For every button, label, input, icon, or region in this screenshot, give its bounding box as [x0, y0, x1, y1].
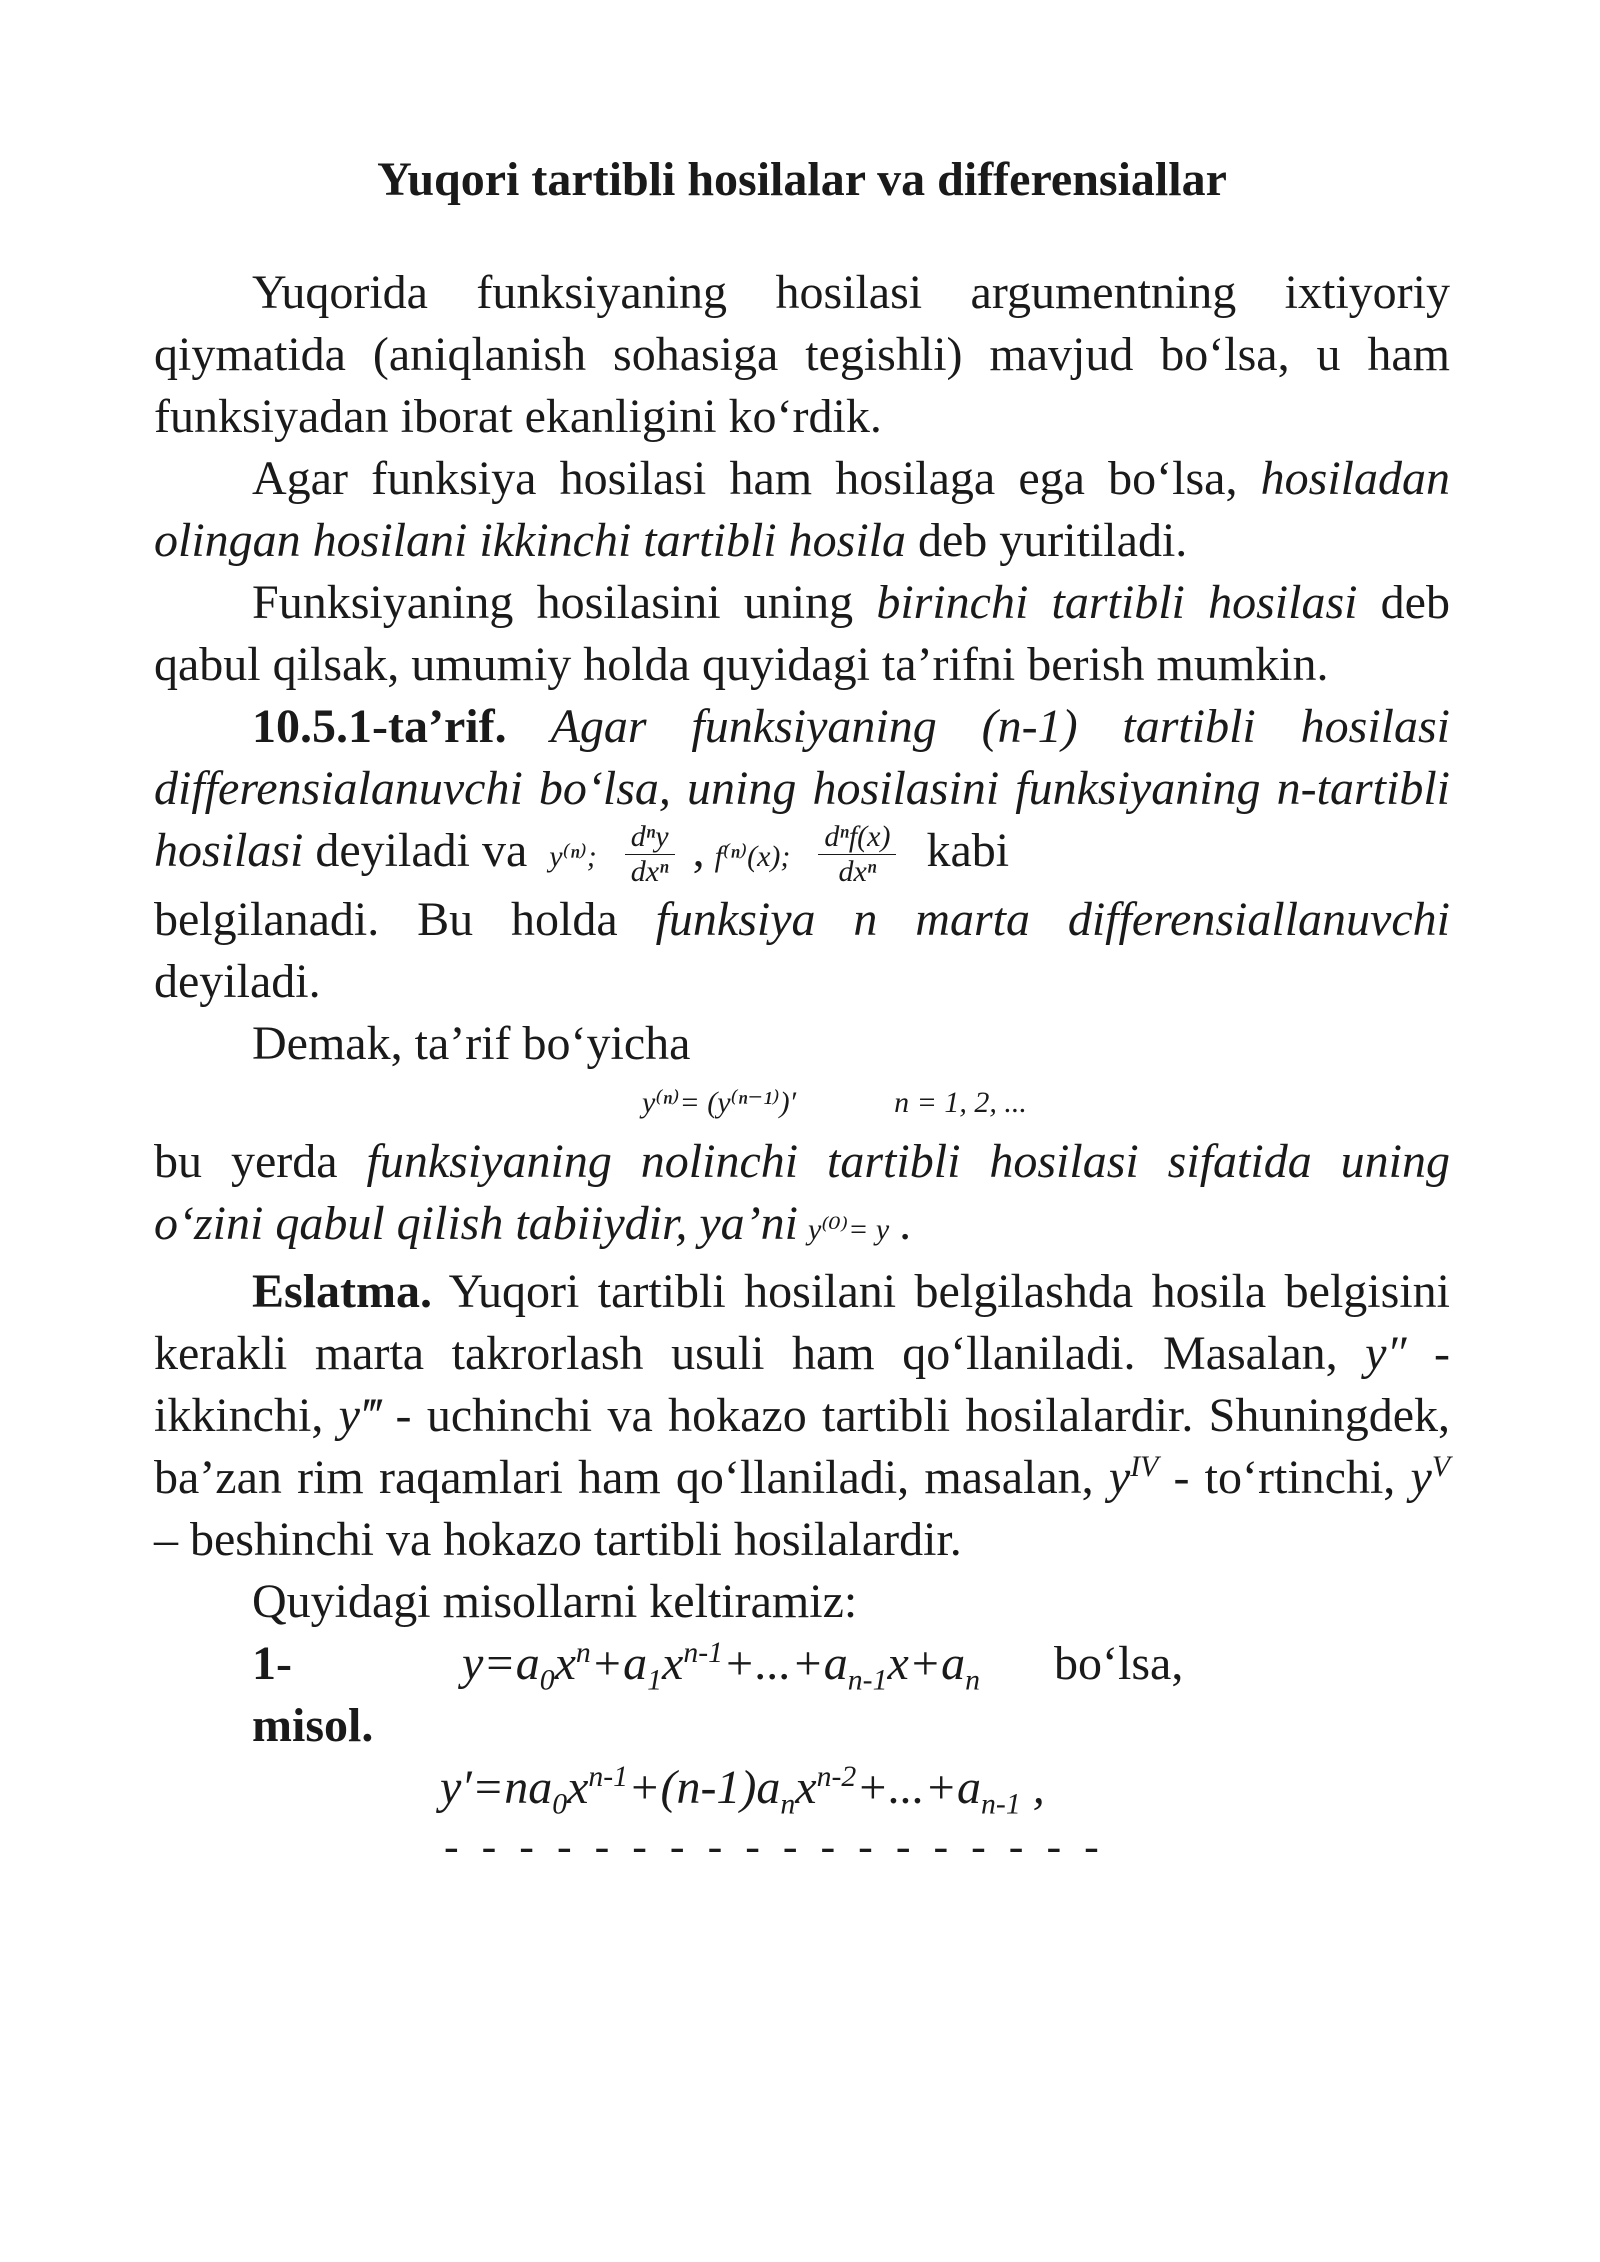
eq-sup: n-1: [683, 1636, 724, 1670]
eq-sub: n: [780, 1788, 796, 1822]
eq-sup: n: [575, 1636, 591, 1670]
eq-part: x: [662, 1637, 684, 1691]
math-y-v: [1411, 1451, 1451, 1504]
italic-span: hosiladan olingan hosilani ikkinchi tartibli hosila: [154, 452, 1450, 567]
eq-part: x: [567, 1761, 589, 1815]
document-page: [154, 150, 1450, 1875]
dashed-separator: - - - - - - - - - - - - - - - - - -: [444, 1822, 1105, 1872]
eq-sub: n-1: [847, 1664, 888, 1698]
definition-text: Agar funksiyaning (n-1) tartibli hosilasi differensialanuvchi bo‘lsa, uning hosilasini funksiyaning n-tartibli hosilasi: [154, 700, 1450, 877]
math-f-n: f⁽ⁿ⁾(x);: [714, 840, 791, 873]
text-span: Yuqori tartibli hosilani belgilashda hosila belgisini kerakli marta takrorlash usuli ham qo‘llaniladi. Masalan,: [154, 1265, 1450, 1381]
eq-part: x: [795, 1761, 817, 1815]
paragraph-demak: Demak, ta’rif bo‘yicha: [252, 1017, 691, 1071]
eq-sub: 0: [552, 1788, 568, 1822]
text-span: bu yerda: [154, 1135, 367, 1189]
text-span: - ikkinchi,: [154, 1327, 1450, 1443]
eq-sup: n-2: [816, 1760, 857, 1794]
example-1-derivative: [154, 1757, 1450, 1822]
paragraph-second-derivative: [154, 448, 1450, 572]
paragraph-examples-intro: Quyidagi misollarni keltiramiz:: [252, 1575, 858, 1629]
math-y-zero: y⁽⁰⁾= y: [808, 1213, 890, 1247]
text-span: Funksiyaning hosilasini uning: [252, 576, 877, 629]
fraction-dny-dxn: [625, 820, 675, 889]
comma: ,: [692, 824, 705, 877]
definition-label: 10.5.1-ta’rif.: [252, 700, 507, 753]
math-y-third: y‴: [338, 1389, 381, 1443]
paragraph-intro: Yuqorida funksiyaning hosilasi argumentning ixtiyoriy qiymatida (aniqlanish sohasiga tegishli) mavjud bo‘lsa, u ham funksiyadan iborat ekanligini ko‘rdik.: [154, 266, 1450, 443]
eq-sub: n-1: [981, 1788, 1021, 1822]
formula-condition: n = 1, 2, ...: [894, 1086, 1027, 1120]
text-span: deb qabul qilsak, umumiy holda quyidagi ta’rifni berish mumkin.: [154, 576, 1450, 691]
math-y-second: y″: [1365, 1327, 1407, 1381]
paragraph-zero-derivative: [154, 1131, 1450, 1261]
text-span: Agar funksiya hosilasi ham hosilaga ega bo‘lsa,: [252, 452, 1261, 505]
example-equation: [462, 1633, 981, 1698]
fraction-dnf-dxn: [818, 820, 896, 889]
eq-sub: 0: [539, 1664, 555, 1698]
math-sup: IV: [1130, 1450, 1159, 1484]
text-span: deb yuritiladi.: [906, 514, 1188, 567]
eq-part: ,: [1020, 1761, 1045, 1815]
italic-span: funksiyaning nolinchi tartibli hosilasi sifatida uning o‘zini qabul qilish tabiiydir, ya’ni: [154, 1135, 1450, 1251]
italic-span: birinchi tartibli hosilasi: [876, 576, 1358, 629]
text-span: – beshinchi va hokazo tartibli hosilalardir.: [154, 1513, 962, 1567]
text-span: kabi: [914, 824, 1010, 877]
math-y-n: y⁽ⁿ⁾;: [549, 840, 597, 873]
paragraph-note: [154, 1261, 1450, 1571]
eq-part: +...+a: [723, 1637, 848, 1691]
text-span: deyiladi.: [154, 955, 321, 1009]
eq-sub: 1: [647, 1664, 663, 1698]
eq-part: x: [554, 1637, 576, 1691]
eq-sub: n: [965, 1664, 981, 1698]
fraction-denominator: dxⁿ: [630, 855, 669, 889]
eq-part: +(n-1)a: [628, 1761, 781, 1815]
italic-span: funksiya n marta differensiallanuvchi: [655, 893, 1450, 947]
text-span: belgilanadi. Bu holda: [154, 893, 656, 947]
text-span: - to‘rtinchi,: [1158, 1451, 1411, 1505]
page-title: Yuqori tartibli hosilalar va differensiallar: [377, 153, 1227, 206]
paragraph-definition-cont: [154, 889, 1450, 1013]
text-span: .: [899, 1197, 912, 1251]
eq-part: +a: [590, 1637, 648, 1691]
formula-nth-derivative: [154, 1075, 1450, 1131]
eq-part: x+a: [887, 1637, 966, 1691]
eq-part: +...+a: [856, 1761, 982, 1815]
fraction-numerator: dⁿf(x): [818, 820, 896, 855]
eq-part: y′=na: [440, 1761, 553, 1815]
text-span: - uchinchi va hokazo tartibli hosilalardir. Shuningdek, ba’zan rim raqamlari ham qo‘llaniladi, masalan,: [154, 1389, 1451, 1505]
formula-equation: y⁽ⁿ⁾= (y⁽ⁿ⁻¹⁾)′: [642, 1086, 797, 1120]
math-y-iv: [1109, 1451, 1158, 1504]
fraction-denominator: dxⁿ: [838, 855, 877, 889]
math-base: y: [1410, 1451, 1432, 1505]
eq-sup: n-1: [588, 1760, 629, 1794]
math-base: y: [1108, 1451, 1131, 1505]
fraction-numerator: dⁿy: [625, 820, 675, 855]
example-1-row: [154, 1633, 1450, 1757]
paragraph-definition: [154, 696, 1450, 889]
paragraph-first-derivative: [154, 572, 1450, 696]
example-label: 1-misol.: [252, 1637, 374, 1753]
note-label: Eslatma.: [252, 1265, 432, 1319]
math-sup: V: [1431, 1450, 1451, 1484]
eq-part: y=a: [462, 1637, 540, 1691]
example-tail: bo‘lsa,: [1054, 1637, 1184, 1691]
text-span: deyiladi va: [303, 824, 540, 877]
